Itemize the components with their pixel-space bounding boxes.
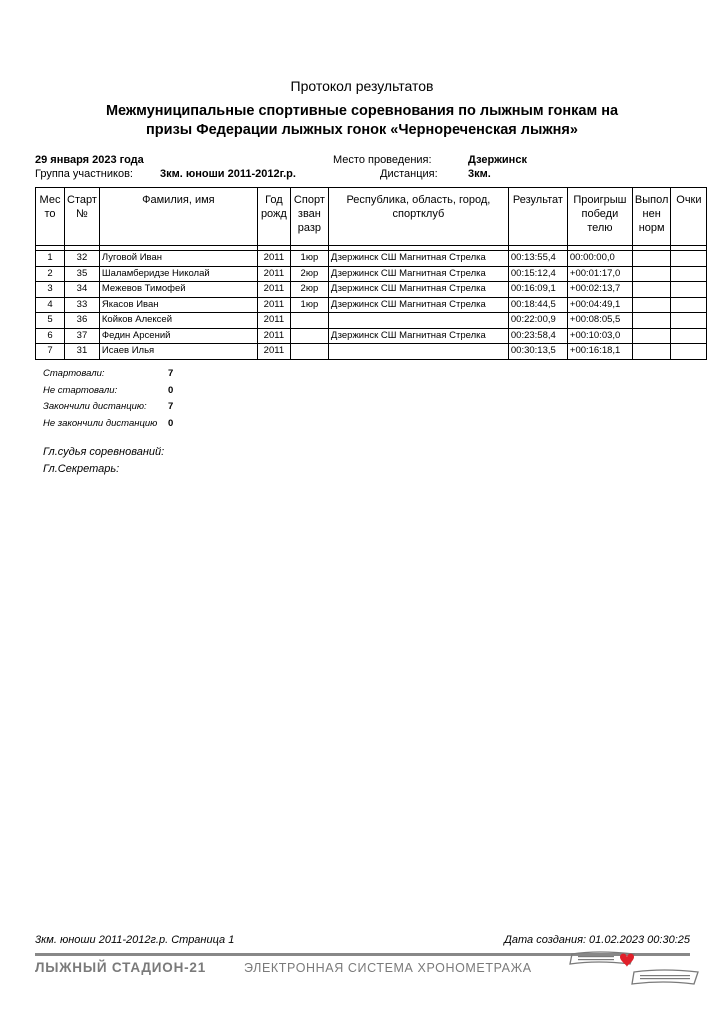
cell-rank bbox=[290, 344, 328, 360]
table-row bbox=[36, 266, 707, 282]
distance-label: Дистанция: bbox=[380, 168, 438, 180]
event-title-line2: призы Федерации лыжных гонок «Чернореченская лыжня» bbox=[146, 122, 578, 138]
cell-points bbox=[671, 251, 707, 267]
cell-start: 33 bbox=[65, 297, 100, 313]
cell-norm bbox=[632, 297, 671, 313]
table-row bbox=[36, 297, 707, 313]
footer-system-name: ЭЛЕКТРОННАЯ СИСТЕМА ХРОНОМЕТРАЖА bbox=[244, 961, 532, 975]
not-started-value: 0 bbox=[168, 385, 174, 396]
cell-rank: 1юр bbox=[290, 297, 328, 313]
not-finished-label: Не закончили дистанцию bbox=[43, 418, 158, 429]
group-label: Группа участников: bbox=[35, 168, 133, 180]
group-value: 3км. юноши 2011-2012г.р. bbox=[160, 168, 296, 180]
cell-result: 00:16:09,1 bbox=[508, 282, 567, 298]
cell-club: Дзержинск СШ Магнитная Стрелка bbox=[328, 297, 508, 313]
cell-points bbox=[671, 313, 707, 329]
cell-name: Межевов Тимофей bbox=[99, 282, 257, 298]
cell-behind: +00:01:17,0 bbox=[567, 266, 632, 282]
chief-secretary-label: Гл.Секретарь: bbox=[43, 463, 120, 475]
cell-place: 5 bbox=[36, 313, 65, 329]
results-table bbox=[35, 187, 707, 360]
cell-norm bbox=[632, 266, 671, 282]
finished-value: 7 bbox=[168, 401, 174, 412]
not-started-label: Не стартовали: bbox=[43, 385, 118, 396]
cell-behind: +00:02:13,7 bbox=[567, 282, 632, 298]
cell-start: 34 bbox=[65, 282, 100, 298]
table-row bbox=[36, 344, 707, 360]
cell-place: 2 bbox=[36, 266, 65, 282]
cell-norm bbox=[632, 251, 671, 267]
event-title bbox=[0, 102, 724, 140]
cell-club: Дзержинск СШ Магнитная Стрелка bbox=[328, 328, 508, 344]
cell-rank: 2юр bbox=[290, 282, 328, 298]
cell-club bbox=[328, 313, 508, 329]
col-header-place: Мес то bbox=[36, 188, 65, 246]
cell-rank: 1юр bbox=[290, 251, 328, 267]
footer-page-info: 3км. юноши 2011-2012г.р. Страница 1 bbox=[35, 934, 235, 946]
col-header-norm: Выпол нен норм bbox=[632, 188, 671, 246]
col-header-name: Фамилия, имя bbox=[99, 188, 257, 246]
cell-result: 00:18:44,5 bbox=[508, 297, 567, 313]
cell-name: Койков Алексей bbox=[99, 313, 257, 329]
col-header-points: Очки bbox=[671, 188, 707, 246]
place-value: Дзержинск bbox=[468, 154, 527, 166]
footer-brand-name: ЛЫЖНЫЙ СТАДИОН-21 bbox=[35, 960, 207, 975]
cell-points bbox=[671, 297, 707, 313]
cell-year: 2011 bbox=[257, 251, 290, 267]
cell-name: Шаламберидзе Николай bbox=[99, 266, 257, 282]
cell-name: Якасов Иван bbox=[99, 297, 257, 313]
cell-points bbox=[671, 266, 707, 282]
cell-rank bbox=[290, 328, 328, 344]
table-row bbox=[36, 251, 707, 267]
cell-start: 37 bbox=[65, 328, 100, 344]
chief-judge-label: Гл.судья соревнований: bbox=[43, 446, 165, 458]
table-row bbox=[36, 282, 707, 298]
event-title-line1: Межмуниципальные спортивные соревнования по лыжным гонкам на bbox=[105, 103, 619, 119]
cell-behind: +00:04:49,1 bbox=[567, 297, 632, 313]
finished-label: Закончили дистанцию: bbox=[43, 401, 147, 412]
col-header-behind: Проигрыш победи телю bbox=[567, 188, 632, 246]
cell-place: 3 bbox=[36, 282, 65, 298]
cell-club: Дзержинск СШ Магнитная Стрелка bbox=[328, 251, 508, 267]
cell-behind: +00:08:05,5 bbox=[567, 313, 632, 329]
cell-result: 00:15:12,4 bbox=[508, 266, 567, 282]
cell-behind: +00:16:18,1 bbox=[567, 344, 632, 360]
cell-norm bbox=[632, 344, 671, 360]
col-header-club: Республика, область, город, спортклуб bbox=[328, 188, 508, 246]
cell-club: Дзержинск СШ Магнитная Стрелка bbox=[328, 266, 508, 282]
cell-start: 35 bbox=[65, 266, 100, 282]
col-header-rank: Спорт зван разр bbox=[290, 188, 328, 246]
col-header-year: Год рожд bbox=[257, 188, 290, 246]
cell-result: 00:23:58,4 bbox=[508, 328, 567, 344]
not-finished-value: 0 bbox=[168, 418, 174, 429]
cell-norm bbox=[632, 282, 671, 298]
cell-name: Федин Арсений bbox=[99, 328, 257, 344]
cell-points bbox=[671, 344, 707, 360]
cell-place: 6 bbox=[36, 328, 65, 344]
col-header-start: Старт № bbox=[65, 188, 100, 246]
cell-result: 00:22:00,9 bbox=[508, 313, 567, 329]
cell-start: 31 bbox=[65, 344, 100, 360]
cell-year: 2011 bbox=[257, 313, 290, 329]
cell-place: 4 bbox=[36, 297, 65, 313]
cell-rank: 2юр bbox=[290, 266, 328, 282]
cell-year: 2011 bbox=[257, 266, 290, 282]
cell-behind: +00:10:03,0 bbox=[567, 328, 632, 344]
cell-points bbox=[671, 282, 707, 298]
table-row bbox=[36, 328, 707, 344]
cell-year: 2011 bbox=[257, 344, 290, 360]
col-header-result: Результат bbox=[508, 188, 567, 246]
cell-start: 36 bbox=[65, 313, 100, 329]
started-value: 7 bbox=[168, 368, 174, 379]
distance-value: 3км. bbox=[468, 168, 491, 180]
cell-place: 7 bbox=[36, 344, 65, 360]
cell-year: 2011 bbox=[257, 328, 290, 344]
cell-result: 00:13:55,4 bbox=[508, 251, 567, 267]
started-label: Стартовали: bbox=[43, 368, 105, 379]
cell-club bbox=[328, 344, 508, 360]
cell-club: Дзержинск СШ Магнитная Стрелка bbox=[328, 282, 508, 298]
footer-created-date: Дата создания: 01.02.2023 00:30:25 bbox=[504, 934, 690, 946]
timing-system-logo bbox=[568, 948, 702, 988]
event-date: 29 января 2023 года bbox=[35, 154, 144, 166]
cell-behind: 00:00:00,0 bbox=[567, 251, 632, 267]
cell-name: Исаев Илья bbox=[99, 344, 257, 360]
cell-name: Луговой Иван bbox=[99, 251, 257, 267]
cell-year: 2011 bbox=[257, 282, 290, 298]
cell-points bbox=[671, 328, 707, 344]
place-label: Место проведения: bbox=[333, 154, 432, 166]
cell-result: 00:30:13,5 bbox=[508, 344, 567, 360]
cell-start: 32 bbox=[65, 251, 100, 267]
table-row bbox=[36, 313, 707, 329]
cell-place: 1 bbox=[36, 251, 65, 267]
cell-norm bbox=[632, 328, 671, 344]
cell-year: 2011 bbox=[257, 297, 290, 313]
cell-norm bbox=[632, 313, 671, 329]
protocol-title: Протокол результатов bbox=[290, 78, 434, 94]
cell-rank bbox=[290, 313, 328, 329]
